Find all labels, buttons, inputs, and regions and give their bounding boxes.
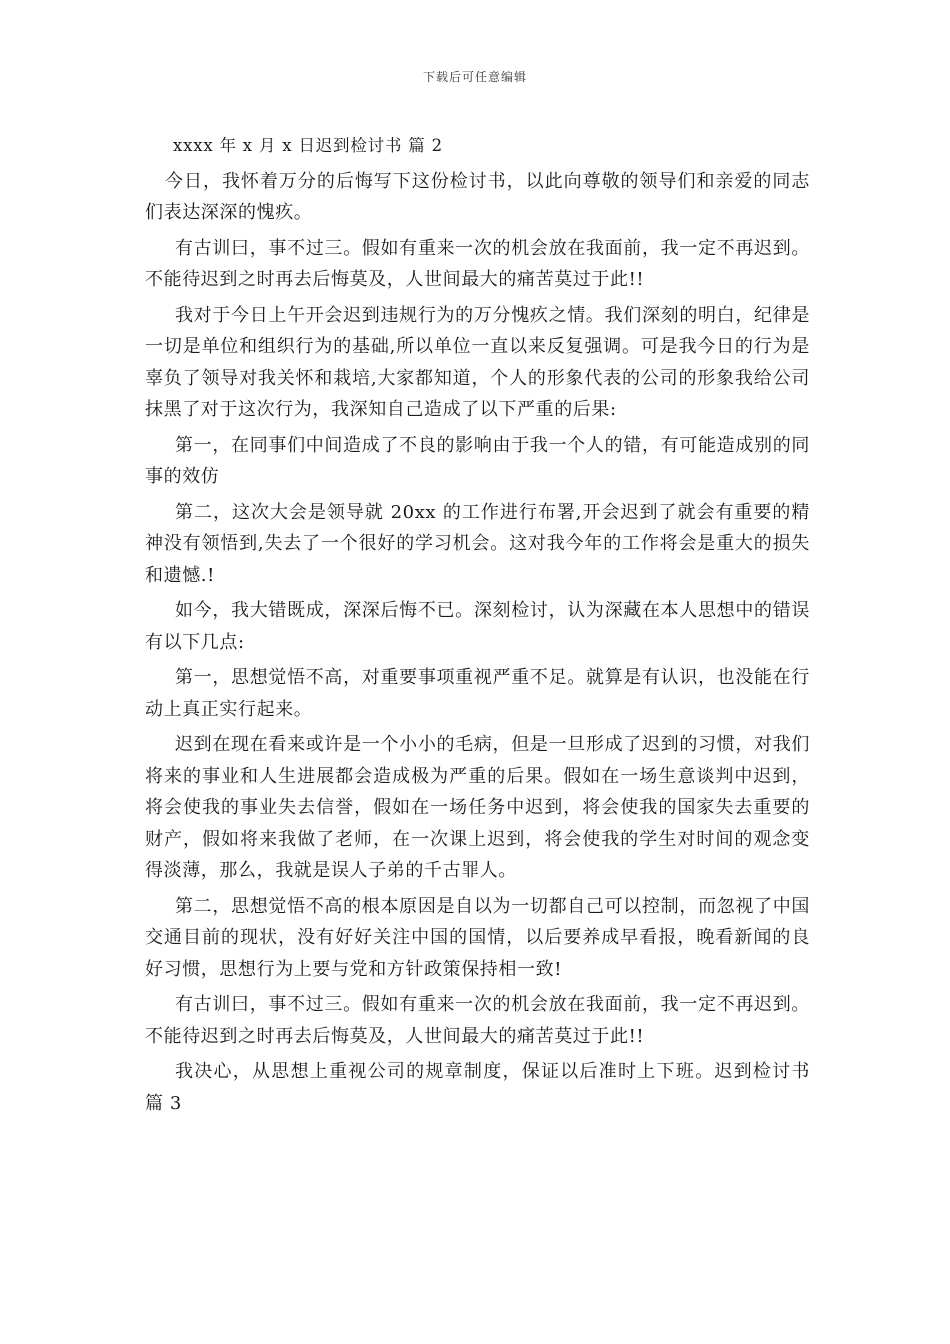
paragraph: 有古训曰，事不过三。假如有重来一次的机会放在我面前，我一定不再迟到。不能待迟到之时再去后悔莫及，人世间最大的痛苦莫过于此!! — [145, 237, 810, 290]
paragraph: 第一，在同事们中间造成了不良的影响由于我一个人的错，有可能造成别的同事的效仿 — [145, 434, 810, 487]
paragraph: 第一，思想觉悟不高，对重要事项重视严重不足。就算是有认识，也没能在行动上真正实行起来。 — [145, 667, 810, 720]
header-note: 下载后可任意编辑 — [422, 70, 527, 84]
document-body — [145, 130, 810, 1121]
paragraph: 迟到在现在看来或许是一个小小的毛病，但是一旦形成了迟到的习惯，对我们将来的事业和人生进展都会造成极为严重的后果。假如在一场生意谈判中迟到，将会使我的事业失去信誉，假如在一场任务中迟到，将会使我的国家失去重要的财产，假如将来我做了老师，在一次课上迟到，将会使我的学生对时间的观念变得淡薄，那么，我就是误人子弟的千古罪人。 — [145, 734, 810, 881]
paragraph: 我决心，从思想上重视公司的规章制度，保证以后准时上下班。迟到检讨书 篇 3 — [145, 1061, 810, 1114]
paragraph: 今日，我怀着万分的后悔写下这份检讨书，以此向尊敬的领导们和亲爱的同志们表达深深的愧疚。 — [145, 170, 810, 223]
paragraph: 我对于今日上午开会迟到违规行为的万分愧疚之情。我们深刻的明白，纪律是一切是单位和组织行为的基础,所以单位一直以来反复强调。可是我今日的行为是辜负了领导对我关怀和栽培,大家都知道，个人的形象代表的公司的形象我给公司抹黑了对于这次行为，我深知自己造成了以下严重的后果: — [145, 304, 810, 420]
document-title: xxxx 年 x 月 x 日迟到检讨书 篇 2 — [173, 136, 443, 155]
paragraph: 第二，这次大会是领导就 20xx 的工作进行布署,开会迟到了就会有重要的精神没有领悟到,失去了一个很好的学习机会。这对我今年的工作将会是重大的损失和遗憾.! — [145, 501, 810, 586]
paragraph: 有古训曰，事不过三。假如有重来一次的机会放在我面前，我一定不再迟到。不能待迟到之时再去后悔莫及，人世间最大的痛苦莫过于此!! — [145, 994, 810, 1047]
paragraph: 如今，我大错既成，深深后悔不已。深刻检讨，认为深藏在本人思想中的错误有以下几点: — [145, 600, 810, 653]
paragraph: 第二，思想觉悟不高的根本原因是自以为一切都自己可以控制，而忽视了中国交通目前的现状，没有好好关注中国的国情，以后要养成早看报，晚看新闻的良好习惯，思想行为上要与党和方针政策保持相一致! — [145, 895, 810, 980]
